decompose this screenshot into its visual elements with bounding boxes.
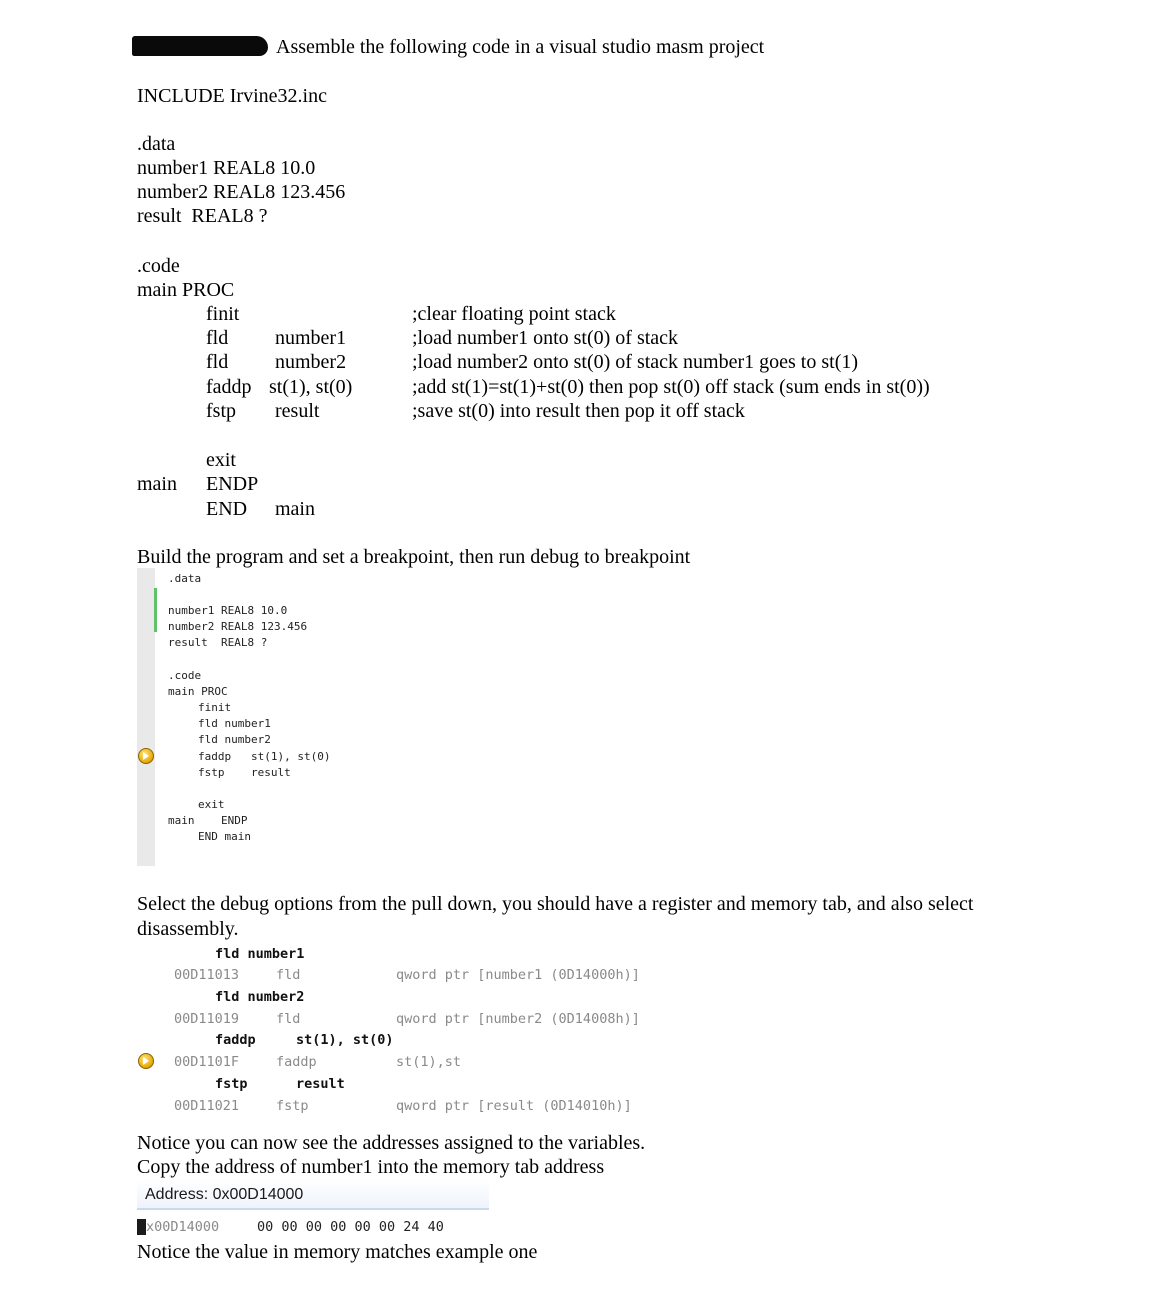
step4-line2: Copy the address of number1 into the memory tab address bbox=[137, 1156, 605, 1178]
disasm-source-op: faddp bbox=[215, 1032, 256, 1048]
ide-line: number2 REAL8 123.456 bbox=[168, 620, 308, 633]
step2-text: Build the program and set a breakpoint, then run debug to breakpoint bbox=[137, 546, 691, 568]
instr-arg: number2 bbox=[275, 351, 347, 373]
ide-line: END main bbox=[198, 830, 251, 843]
ide-line: .data bbox=[168, 572, 202, 585]
change-indicator-bar bbox=[154, 588, 157, 632]
disasm-opcode: fld bbox=[276, 967, 301, 983]
instr-comment: ;load number1 onto st(0) of stack bbox=[412, 327, 679, 349]
memory-row-bytes: 00 00 00 00 00 00 24 40 bbox=[257, 1219, 444, 1235]
instr-arg: number1 bbox=[275, 327, 347, 349]
ide-line: main ENDP bbox=[168, 814, 248, 827]
breakpoint-arrow-icon bbox=[138, 1053, 154, 1069]
ide-line: exit bbox=[198, 798, 225, 811]
redacted-name-mark bbox=[132, 36, 268, 56]
instr-op: fld bbox=[206, 327, 229, 349]
disasm-source-arg: result bbox=[296, 1076, 345, 1092]
disasm-opcode: fstp bbox=[276, 1098, 309, 1114]
memory-cursor bbox=[137, 1219, 146, 1235]
breakpoint-arrow-icon bbox=[138, 748, 154, 764]
instr-op: finit bbox=[206, 303, 240, 325]
instr-op: fstp bbox=[206, 400, 236, 422]
data-line-number2: number2 REAL8 123.456 bbox=[137, 181, 346, 203]
data-line-number1: number1 REAL8 10.0 bbox=[137, 157, 316, 179]
disasm-address: 00D11019 bbox=[174, 1011, 240, 1027]
ide-line: .code bbox=[168, 669, 202, 682]
instr-comment: ;clear floating point stack bbox=[412, 303, 616, 325]
endp-keyword: ENDP bbox=[206, 473, 259, 495]
disasm-source-arg: st(1), st(0) bbox=[296, 1032, 394, 1048]
ide-line: fstp result bbox=[198, 766, 291, 779]
ide-line: main PROC bbox=[168, 685, 228, 698]
disasm-operand: qword ptr [number2 (0D14008h)] bbox=[396, 1011, 640, 1027]
disasm-opcode: faddp bbox=[276, 1054, 317, 1070]
ide-line: fld number1 bbox=[198, 717, 271, 730]
closing-text: Notice the value in memory matches example one bbox=[137, 1241, 538, 1263]
ide-line: fld number2 bbox=[198, 733, 271, 746]
disasm-address: 00D11013 bbox=[174, 967, 240, 983]
memory-address-label: Address: 0x00D14000 bbox=[145, 1186, 304, 1203]
disasm-address: 00D11021 bbox=[174, 1098, 240, 1114]
memory-row-address: x00D14000 bbox=[146, 1219, 220, 1235]
instr-arg: st(1), st(0) bbox=[269, 376, 353, 398]
instr-op: faddp bbox=[206, 376, 252, 398]
data-directive: .data bbox=[137, 133, 176, 155]
instr-comment: ;load number2 onto st(0) of stack number1 goes to st(1) bbox=[412, 351, 859, 373]
instr-op: fld bbox=[206, 351, 229, 373]
ide-line: faddp st(1), st(0) bbox=[198, 750, 331, 763]
disasm-operand: qword ptr [number1 (0D14000h)] bbox=[396, 967, 640, 983]
include-line: INCLUDE Irvine32.inc bbox=[137, 85, 327, 107]
disasm-source-line: fld number1 bbox=[215, 946, 305, 962]
disasm-source-line: fld number2 bbox=[215, 989, 305, 1005]
instr-arg: result bbox=[275, 400, 320, 422]
ide-line: number1 REAL8 10.0 bbox=[168, 604, 288, 617]
intro-heading: Assemble the following code in a visual studio masm project bbox=[276, 36, 765, 58]
proc-line: main PROC bbox=[137, 279, 235, 301]
endp-label: main bbox=[137, 473, 177, 495]
instr-comment: ;save st(0) into result then pop it off stack bbox=[412, 400, 745, 422]
code-directive: .code bbox=[137, 255, 180, 277]
instr-comment: ;add st(1)=st(1)+st(0) then pop st(0) off stack (sum ends in st(0)) bbox=[412, 376, 930, 398]
disasm-operand: qword ptr [result (0D14010h)] bbox=[396, 1098, 632, 1114]
step3-text-line1: Select the debug options from the pull down, you should have a register and memory tab, and also select bbox=[137, 893, 974, 915]
ide-line: finit bbox=[198, 701, 232, 714]
editor-gutter bbox=[137, 568, 155, 866]
disasm-opcode: fld bbox=[276, 1011, 301, 1027]
end-keyword: END bbox=[206, 498, 248, 520]
ide-line: result REAL8 ? bbox=[168, 636, 268, 649]
end-arg: main bbox=[275, 498, 315, 520]
disasm-source-op: fstp bbox=[215, 1076, 248, 1092]
disasm-operand: st(1),st bbox=[396, 1054, 462, 1070]
step3-text-line2: disassembly. bbox=[137, 918, 239, 940]
disasm-address: 00D1101F bbox=[174, 1054, 240, 1070]
step4-line1: Notice you can now see the addresses assigned to the variables. bbox=[137, 1132, 646, 1154]
exit-line: exit bbox=[206, 449, 236, 471]
data-line-result: result REAL8 ? bbox=[137, 205, 268, 227]
